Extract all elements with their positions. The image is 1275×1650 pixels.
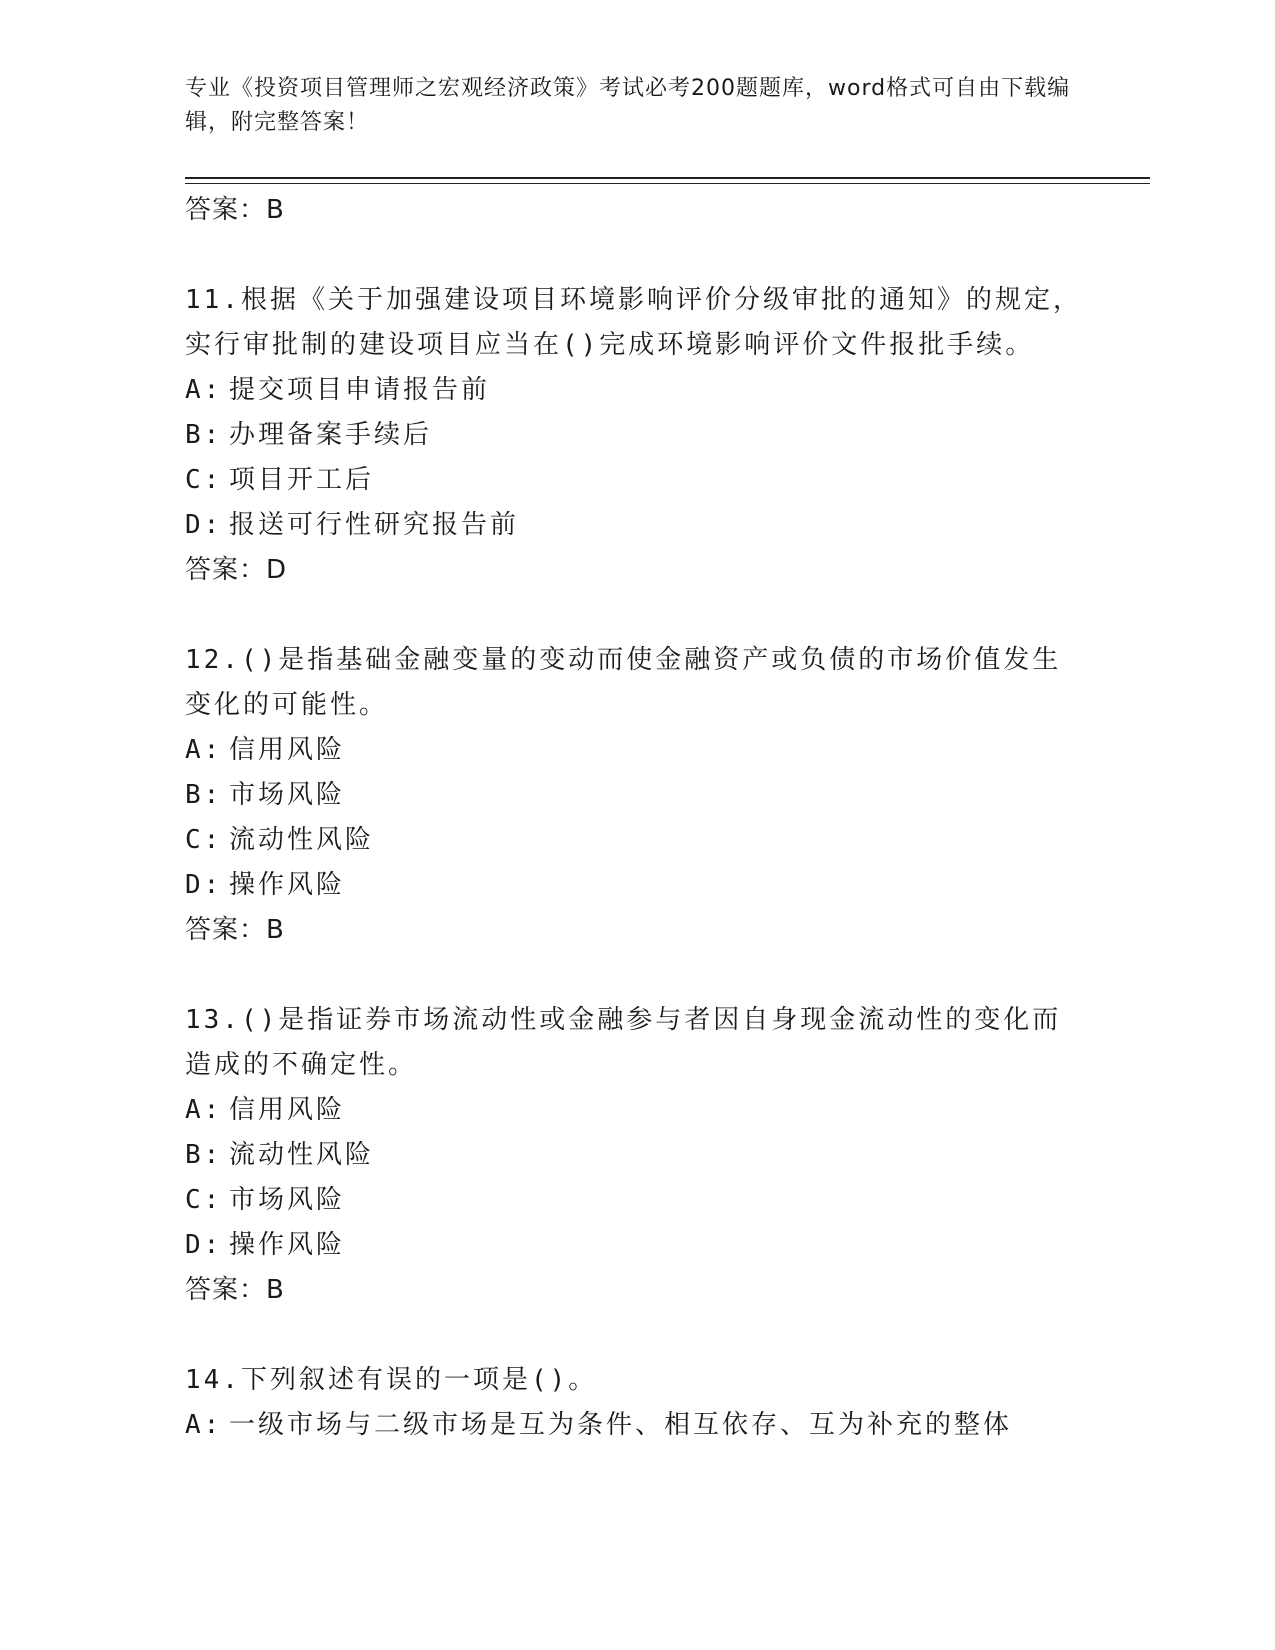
option-c xyxy=(185,458,1085,503)
option-text: 操作风险 xyxy=(229,870,346,900)
option-letter: D: xyxy=(185,510,223,540)
answer-line: 答案：B xyxy=(185,1275,285,1305)
option-letter: C: xyxy=(185,465,223,495)
option-text: 一级市场与二级市场是互为条件、相互依存、互为补充的整体 xyxy=(229,1410,1013,1440)
option-letter: B: xyxy=(185,780,223,810)
option-a xyxy=(185,368,1085,413)
question-stem: 11.根据《关于加强建设项目环境影响评价分级审批的通知》的规定，实行审批制的建设项目应当在()完成环境影响评价文件报批手续。 xyxy=(185,285,1082,360)
option-letter: A: xyxy=(185,1410,223,1440)
option-b xyxy=(185,413,1085,458)
option-text: 市场风险 xyxy=(229,1185,346,1215)
question-stem: 12.()是指基础金融变量的变动而使金融资产或负债的市场价值发生变化的可能性。 xyxy=(185,645,1062,720)
question-14 xyxy=(185,1358,1085,1448)
option-a xyxy=(185,1403,1085,1448)
option-b xyxy=(185,1133,1085,1178)
option-text: 信用风险 xyxy=(229,735,346,765)
option-letter: D: xyxy=(185,870,223,900)
option-text: 信用风险 xyxy=(229,1095,346,1125)
option-text: 项目开工后 xyxy=(229,465,375,495)
option-letter: C: xyxy=(185,825,223,855)
option-letter: B: xyxy=(185,1140,223,1170)
option-d xyxy=(185,503,1085,548)
option-d xyxy=(185,1223,1085,1268)
option-text: 流动性风险 xyxy=(229,1140,375,1170)
question-11 xyxy=(185,278,1085,593)
answer-line: 答案：B xyxy=(185,915,285,945)
option-text: 操作风险 xyxy=(229,1230,346,1260)
option-text: 报送可行性研究报告前 xyxy=(229,510,520,540)
option-a xyxy=(185,1088,1085,1133)
option-letter: B: xyxy=(185,420,223,450)
option-letter: A: xyxy=(185,375,223,405)
question-stem: 14.下列叙述有误的一项是()。 xyxy=(185,1365,598,1395)
option-letter: A: xyxy=(185,1095,223,1125)
option-letter: C: xyxy=(185,1185,223,1215)
answer-line: 答案：B xyxy=(185,195,285,225)
document-body xyxy=(185,188,1085,1448)
option-c xyxy=(185,1178,1085,1223)
option-letter: A: xyxy=(185,735,223,765)
option-c xyxy=(185,818,1085,863)
option-text: 流动性风险 xyxy=(229,825,375,855)
question-12 xyxy=(185,638,1085,953)
option-letter: D: xyxy=(185,1230,223,1260)
page-header: 专业《投资项目管理师之宏观经济政策》考试必考200题题库，word格式可自由下载编辑，附完整答案！ xyxy=(185,76,1071,135)
option-a xyxy=(185,728,1085,773)
option-text: 办理备案手续后 xyxy=(229,420,433,450)
option-text: 提交项目申请报告前 xyxy=(229,375,491,405)
header-rule-thick xyxy=(185,177,1150,179)
question-stem: 13.()是指证券市场流动性或金融参与者因自身现金流动性的变化而造成的不确定性。 xyxy=(185,1005,1062,1080)
option-d xyxy=(185,863,1085,908)
answer-line: 答案：D xyxy=(185,555,288,585)
option-text: 市场风险 xyxy=(229,780,346,810)
question-13 xyxy=(185,998,1085,1313)
option-b xyxy=(185,773,1085,818)
header-rule-thin xyxy=(185,183,1150,184)
